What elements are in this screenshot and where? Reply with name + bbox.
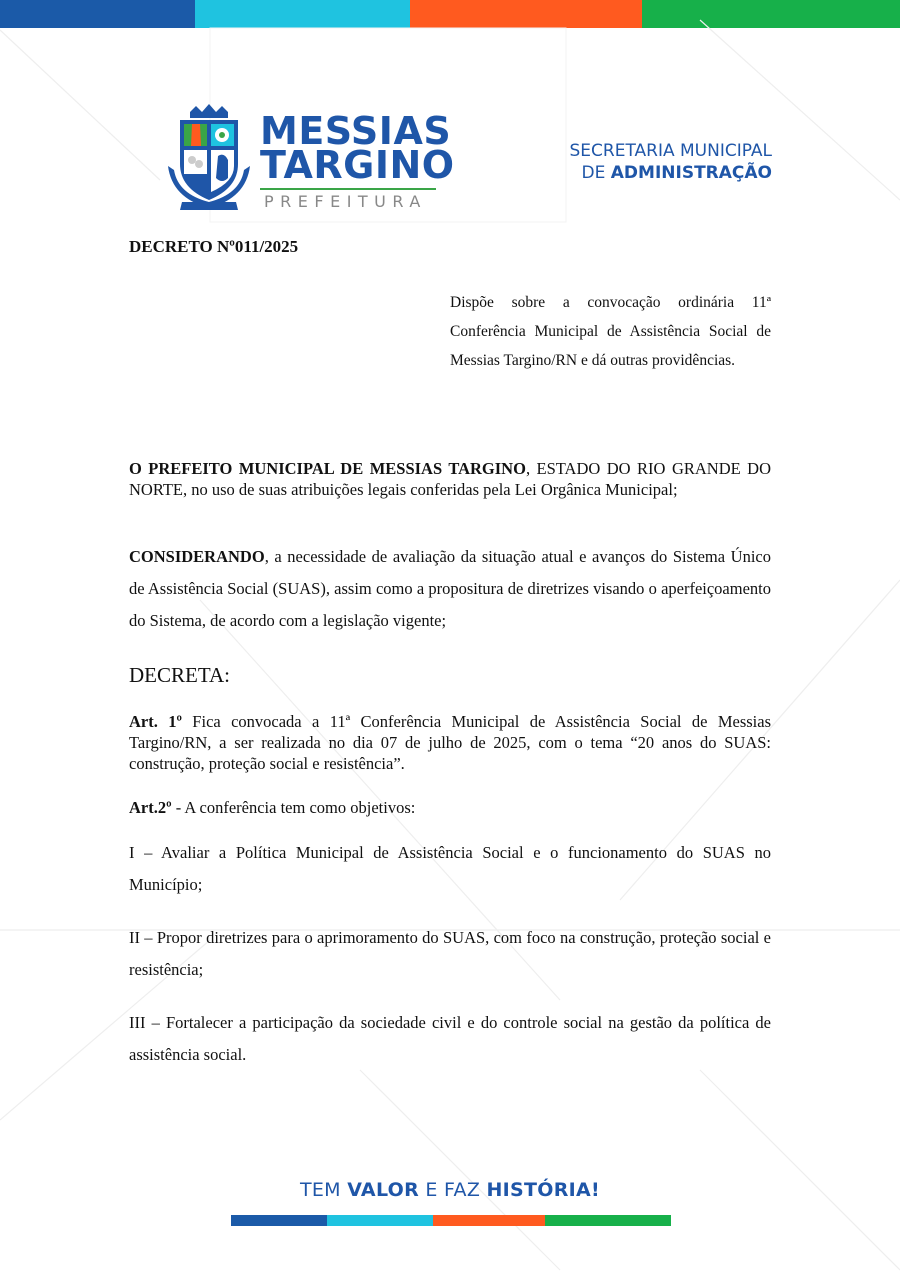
article-1-text: Fica convocada a 11ª Conferência Municipal de Assistência Social de Messias Targino/RN, a ser realizada no dia 07 de julho de 2025, com o tema “20 anos do SUAS: construção, proteção social e resistência”. (129, 712, 771, 773)
secretaria-line2-prefix: DE (581, 163, 611, 183)
bottom-bar-blue (231, 1215, 327, 1226)
top-color-bar (0, 0, 900, 28)
paragraph-prefeito (129, 458, 771, 500)
article-2-text: - A conferência tem como objetivos: (171, 798, 416, 817)
top-bar-cyan (195, 0, 410, 28)
bottom-bar-orange (433, 1215, 545, 1226)
article-1 (129, 711, 771, 774)
decree-title: DECRETO Nº011/2025 (129, 237, 299, 256)
secretaria-label (570, 140, 773, 184)
prefeito-rest: , ESTADO DO RIO GRANDE DO NORTE, no uso de suas atribuições legais conferidas pela Lei Orgânica Municipal; (129, 459, 771, 499)
top-bar-orange (410, 0, 642, 28)
secretaria-line2-bold: ADMINISTRAÇÃO (610, 163, 772, 183)
article-2 (129, 797, 771, 819)
article-2-label: Art.2º (129, 798, 172, 817)
brand-name (260, 109, 455, 187)
article-1-label: Art. 1º (129, 712, 182, 731)
top-bar-blue (0, 0, 195, 28)
bottom-bar-green (545, 1215, 671, 1226)
brand-name-line1: MESSIAS (260, 109, 452, 153)
considerando-bold: CONSIDERANDO (129, 547, 265, 566)
inciso-1: I – Avaliar a Política Municipal de Assistência Social e o funcionamento do SUAS no Município; (129, 843, 771, 894)
slogan-part3: E FAZ (419, 1179, 487, 1201)
paragraph-considerando (129, 541, 771, 637)
slogan-part4: HISTÓRIA! (486, 1179, 601, 1201)
secretaria-line1: SECRETARIA MUNICIPAL (569, 141, 772, 161)
bottom-bar-cyan (327, 1215, 433, 1226)
top-bar-green (642, 0, 900, 28)
slogan-part2: VALOR (347, 1179, 420, 1201)
brand-divider (260, 188, 436, 190)
considerando-rest: , a necessidade de avaliação da situação atual e avanços do Sistema Único de Assistência Social (SUAS), assim como a propositura de diretrizes visando o aperfeiçoamento do Sistema, de acordo com a legislação vigente; (129, 547, 771, 630)
decree-ementa: Dispõe sobre a convocação ordinária 11ª Conferência Municipal de Assistência Social de Messias Targino/RN e dá outras providências. (450, 294, 771, 369)
footer-slogan (0, 1179, 900, 1201)
municipal-crest-icon (168, 104, 250, 212)
brand-name-line2: TARGINO (260, 143, 455, 187)
bottom-color-bar (231, 1215, 671, 1226)
inciso-2: II – Propor diretrizes para o aprimoramento do SUAS, com foco na construção, proteção social e resistência; (129, 928, 771, 979)
secretaria-line2 (570, 162, 773, 184)
decreta-heading: DECRETA: (129, 663, 230, 687)
inciso-3: III – Fortalecer a participação da sociedade civil e do controle social na gestão da política de assistência social. (129, 1013, 771, 1064)
prefeito-bold: O PREFEITO MUNICIPAL DE MESSIAS TARGINO (129, 459, 526, 478)
slogan-part1: TEM (299, 1179, 348, 1201)
prefeitura-logo (168, 104, 455, 216)
brand-subtitle: PREFEITURA (264, 192, 427, 211)
